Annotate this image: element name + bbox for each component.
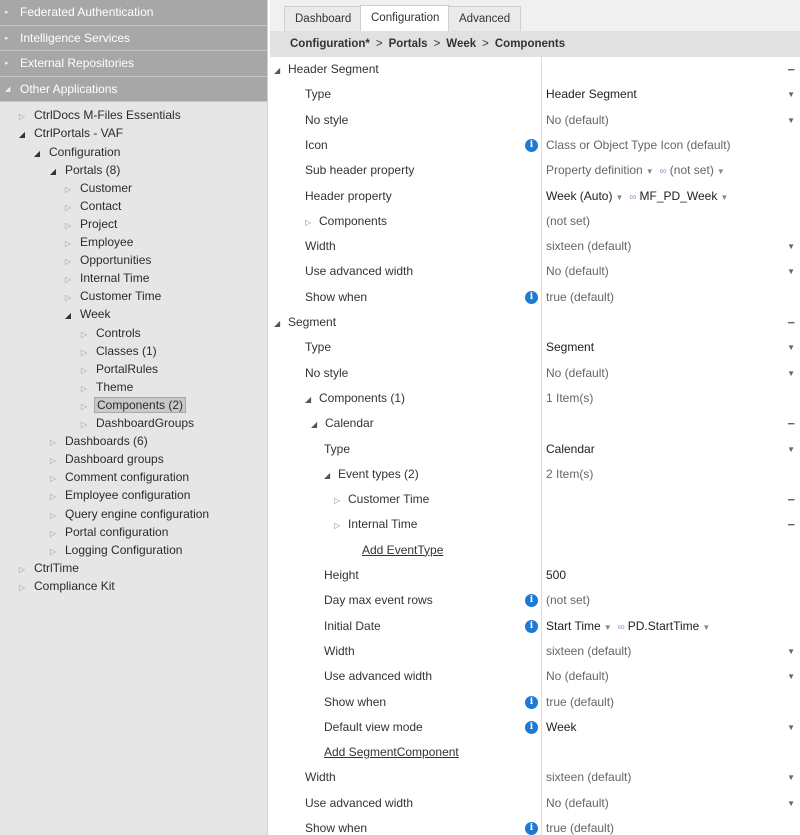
tree-item-label: Dashboards (6) [65, 434, 148, 449]
property-label: No style [305, 365, 349, 380]
property-row [270, 108, 800, 133]
tree-item-project[interactable] [62, 215, 119, 233]
expanded-triangle-icon[interactable]: ◢ [18, 130, 26, 140]
property-row [270, 437, 800, 462]
property-label: Show when [305, 821, 368, 835]
collapsed-triangle-icon[interactable]: ▷ [80, 401, 88, 411]
section-label: Federated Authentication [20, 5, 154, 19]
property-label: Type [305, 340, 332, 355]
property-label: Use advanced width [305, 795, 414, 810]
property-label: Components [319, 213, 388, 228]
tree-item-portals-8[interactable] [47, 161, 122, 179]
property-name [305, 234, 336, 259]
column-divider[interactable] [541, 57, 542, 835]
property-row [270, 690, 800, 715]
property-label: Type [324, 441, 351, 456]
value-part: PD.StartTime [627, 618, 700, 633]
tree-item-ctrldocs-m-files-essentials[interactable] [16, 106, 183, 124]
tree-item-components-2[interactable] [78, 396, 186, 414]
property-name [324, 588, 433, 613]
minus-icon[interactable]: − [787, 492, 795, 508]
property-name[interactable] [305, 209, 387, 235]
tree-item-label: Components (2) [94, 397, 186, 413]
section-header-external-repositories[interactable] [0, 51, 267, 77]
property-label: Icon [305, 137, 328, 152]
property-value[interactable]: Calendar [546, 441, 595, 456]
property-name[interactable] [274, 57, 379, 83]
property-name[interactable] [311, 411, 374, 437]
value-part: (not set) [669, 163, 714, 178]
property-row [270, 259, 800, 284]
tree-item-ctrlportals-vaf[interactable] [16, 124, 125, 142]
info-icon[interactable]: i [525, 721, 538, 734]
collapsed-triangle-icon: ▸ [5, 9, 9, 16]
collapsed-triangle-icon[interactable]: ▷ [80, 347, 88, 357]
property-row [270, 158, 800, 183]
collapsed-triangle-icon[interactable]: ▷ [334, 496, 341, 506]
property-label: Internal Time [348, 517, 418, 532]
property-label: Header property [305, 188, 392, 203]
property-label: Calendar [325, 416, 374, 431]
property-name [305, 285, 367, 310]
tree-item-label: DashboardGroups [96, 416, 195, 431]
navigation-tree [0, 102, 267, 802]
property-label: Sub header property [305, 163, 415, 178]
property-value[interactable]: Segment [546, 340, 595, 355]
info-icon[interactable]: i [525, 291, 538, 304]
breadcrumb-separator: > [375, 38, 383, 50]
tree-item-label: Comment configuration [65, 470, 190, 485]
section-header-other-applications[interactable] [0, 77, 267, 103]
property-name[interactable] [362, 538, 443, 563]
property-value[interactable] [546, 614, 713, 640]
collapsed-triangle-icon[interactable]: ▷ [80, 420, 88, 430]
tree-item-label: Dashboard groups [65, 452, 164, 467]
breadcrumb-item-week[interactable]: Week [446, 38, 477, 50]
property-label: Initial Date [324, 618, 381, 633]
expanded-triangle-icon[interactable]: ◢ [64, 311, 72, 321]
tree-item-label: Compliance Kit [34, 578, 115, 593]
property-label: Header Segment [288, 62, 379, 76]
property-name [324, 614, 381, 639]
section-label: Intelligence Services [20, 30, 131, 45]
tree-item-label: Configuration [49, 144, 121, 159]
tree-item-portalrules[interactable] [78, 360, 160, 378]
collapsed-triangle-icon[interactable]: ▷ [334, 521, 341, 531]
tree-item-ctrltime[interactable] [16, 559, 81, 577]
info-icon[interactable]: i [525, 139, 538, 152]
property-row [270, 538, 800, 563]
section-label: External Repositories [20, 56, 135, 71]
property-row [270, 411, 800, 436]
property-label: Event types (2) [338, 466, 419, 481]
tree-item-label: Opportunities [80, 253, 152, 268]
collapsed-triangle-icon[interactable]: ▷ [49, 546, 57, 556]
property-name [324, 563, 359, 588]
dropdown-arrow-icon[interactable]: ▼ [645, 167, 654, 177]
tree-item-comment-configuration[interactable] [47, 468, 191, 486]
chain-link-icon: ∞ [659, 166, 667, 178]
property-row [270, 765, 800, 790]
chain-link-icon: ∞ [629, 191, 637, 203]
property-label: Use advanced width [324, 669, 433, 684]
dropdown-arrow-icon[interactable]: ▼ [787, 798, 795, 808]
add-link[interactable]: Add SegmentComponent [324, 745, 459, 760]
expanded-triangle-icon[interactable]: ◢ [305, 394, 312, 404]
value-part: MF_PD_Week [639, 188, 718, 203]
property-name [305, 184, 392, 209]
breadcrumb-item-components[interactable]: Components [494, 38, 566, 50]
collapsed-triangle-icon: ▸ [5, 60, 9, 68]
property-name[interactable] [334, 512, 417, 538]
collapsed-triangle-icon[interactable]: ▷ [64, 275, 72, 285]
tab-bar [270, 0, 800, 31]
property-value[interactable]: true (default) [546, 694, 615, 709]
property-name [324, 639, 355, 664]
property-row [270, 664, 800, 689]
breadcrumb-item-portals[interactable]: Portals [388, 38, 428, 50]
expanded-triangle-icon[interactable]: ◢ [33, 148, 41, 158]
property-label: Show when [305, 289, 368, 304]
tree-item-label: Customer [80, 180, 133, 195]
collapsed-triangle-icon[interactable]: ▷ [80, 383, 88, 393]
property-value[interactable]: 1 Item(s) [546, 390, 594, 405]
dropdown-arrow-icon[interactable]: ▼ [787, 115, 795, 125]
add-link[interactable]: Add EventType [362, 542, 444, 557]
property-row [270, 335, 800, 360]
tree-item-label: Portal configuration [65, 524, 169, 539]
property-value[interactable]: (not set) [546, 213, 591, 228]
property-name[interactable] [305, 386, 405, 412]
property-value[interactable]: true (default) [546, 821, 615, 835]
property-row [270, 57, 800, 82]
tree-item-label: CtrlPortals - VAF [34, 126, 124, 141]
tree-item-label: CtrlDocs M-Files Essentials [34, 108, 181, 123]
tree-item-customer-time[interactable] [62, 287, 163, 305]
tab-dashboard[interactable]: Dashboard [284, 6, 362, 31]
property-value[interactable]: 2 Item(s) [546, 466, 594, 481]
collapsed-triangle-icon[interactable]: ▷ [49, 474, 57, 484]
property-row [270, 184, 800, 209]
property-value[interactable]: sixteen (default) [546, 643, 632, 658]
tree-item-label: PortalRules [96, 361, 159, 376]
minus-icon[interactable]: − [787, 62, 795, 77]
tree-item-label: Portals (8) [65, 162, 121, 177]
property-name [305, 765, 336, 790]
dropdown-arrow-icon[interactable]: ▼ [787, 646, 795, 656]
dropdown-arrow-icon[interactable]: ▼ [787, 444, 795, 454]
breadcrumb-separator: > [433, 38, 441, 50]
tree-item-employee-configuration[interactable] [47, 486, 192, 504]
dropdown-arrow-icon[interactable]: ▼ [787, 90, 795, 100]
property-value[interactable]: Header Segment [546, 87, 637, 102]
tree-item-customer[interactable] [62, 179, 134, 197]
property-value[interactable]: Class or Object Type Icon (default) [546, 137, 731, 152]
property-name [305, 133, 328, 158]
value-part: Property definition [546, 163, 643, 178]
tree-item-label: Week [80, 307, 111, 322]
collapsed-triangle-icon[interactable]: ▷ [49, 438, 57, 448]
property-value[interactable]: sixteen (default) [546, 239, 632, 254]
tree-item-theme[interactable] [78, 378, 135, 396]
tree-item-label: Controls [96, 325, 141, 340]
collapsed-triangle-icon[interactable]: ▷ [49, 456, 57, 466]
tree-item-label: Customer Time [80, 289, 162, 304]
tree-item-label: Employee configuration [65, 488, 191, 503]
property-value[interactable]: No (default) [546, 365, 609, 380]
property-row [270, 462, 800, 487]
tree-item-label: Contact [80, 198, 122, 213]
property-label: No style [305, 112, 349, 127]
breadcrumb-separator: > [482, 38, 489, 50]
property-name[interactable] [324, 462, 419, 488]
property-label: Height [324, 568, 359, 582]
property-name [305, 259, 413, 284]
property-label: Width [305, 770, 336, 785]
property-label: Components (1) [319, 390, 406, 405]
property-name [324, 690, 386, 715]
property-name [324, 715, 423, 740]
property-name [305, 335, 331, 360]
collapsed-triangle-icon[interactable]: ▷ [49, 528, 57, 538]
collapsed-triangle-icon[interactable]: ▷ [64, 220, 72, 230]
property-name [305, 361, 348, 386]
collapsed-triangle-icon[interactable]: ▷ [80, 365, 88, 375]
tree-item-compliance-kit[interactable] [16, 577, 117, 595]
tab-advanced[interactable]: Advanced [448, 6, 521, 31]
property-grid [270, 57, 800, 835]
minus-icon[interactable]: − [787, 416, 795, 432]
property-row [270, 285, 800, 310]
collapsed-triangle-icon[interactable]: ▷ [305, 217, 312, 227]
property-name [305, 82, 331, 107]
property-label: Show when [324, 694, 387, 709]
expanded-triangle-icon[interactable]: ◢ [324, 470, 331, 480]
accordion-sections [0, 0, 267, 102]
property-label: Width [324, 643, 355, 658]
expanded-triangle-icon[interactable]: ◢ [311, 420, 318, 430]
tab-configuration[interactable]: Configuration [360, 5, 450, 31]
property-row [270, 386, 800, 411]
tree-item-opportunities[interactable] [62, 251, 153, 269]
tree-item-label: Theme [96, 379, 134, 394]
tree-item-label: Classes (1) [96, 343, 157, 358]
property-value[interactable]: No (default) [546, 669, 609, 684]
property-row [270, 310, 800, 335]
collapsed-triangle-icon[interactable]: ▷ [18, 564, 26, 574]
dropdown-arrow-icon[interactable]: ▼ [615, 192, 624, 202]
dropdown-arrow-icon[interactable]: ▼ [787, 672, 795, 682]
collapsed-triangle-icon[interactable]: ▷ [64, 257, 72, 267]
dropdown-arrow-icon[interactable]: ▼ [716, 167, 725, 177]
info-icon[interactable]: i [525, 822, 538, 835]
property-value[interactable]: true (default) [546, 289, 615, 304]
dropdown-arrow-icon[interactable]: ▼ [603, 622, 612, 632]
property-label: Use advanced width [305, 264, 414, 279]
breadcrumb-item-configuration[interactable]: Configuration* [290, 38, 370, 50]
expanded-triangle-icon[interactable]: ◢ [49, 166, 57, 176]
property-name[interactable] [274, 310, 336, 336]
property-value[interactable]: Week [546, 719, 577, 734]
property-name[interactable] [324, 740, 459, 765]
property-row [270, 563, 800, 588]
dropdown-arrow-icon[interactable]: ▼ [787, 267, 795, 277]
section-header-intelligence-services[interactable] [0, 26, 267, 52]
tree-item-query-engine-configuration[interactable] [47, 505, 211, 523]
chain-link-icon: ∞ [617, 621, 625, 633]
property-row [270, 791, 800, 816]
property-value[interactable]: No (default) [546, 264, 609, 279]
breadcrumb [270, 31, 800, 57]
property-row [270, 816, 800, 835]
tree-item-label: Internal Time [80, 271, 150, 286]
info-icon[interactable]: i [525, 594, 538, 607]
collapsed-triangle-icon[interactable]: ▷ [18, 112, 26, 122]
property-value[interactable]: sixteen (default) [546, 770, 632, 785]
property-row [270, 639, 800, 664]
property-row [270, 361, 800, 386]
minus-icon[interactable]: − [787, 517, 795, 533]
property-label: Width [305, 239, 336, 254]
property-row [270, 740, 800, 765]
tree-item-logging-configuration[interactable] [47, 541, 184, 559]
tree-item-label: Query engine configuration [65, 506, 210, 521]
section-header-federated-authentication[interactable] [0, 0, 267, 26]
tree-item-label: Logging Configuration [65, 542, 183, 557]
tree-item-week[interactable] [62, 305, 112, 323]
collapsed-triangle-icon: ▸ [5, 34, 9, 42]
collapsed-triangle-icon[interactable]: ▷ [64, 293, 72, 303]
section-label: Other Applications [20, 81, 118, 96]
left-panel [0, 0, 268, 835]
property-value[interactable] [546, 184, 731, 210]
expanded-triangle-icon[interactable]: ◢ [274, 66, 281, 75]
dropdown-arrow-icon[interactable]: ▼ [787, 773, 795, 783]
collapsed-triangle-icon[interactable]: ▷ [64, 184, 72, 194]
property-label: Type [305, 87, 332, 102]
tree-item-employee[interactable] [62, 233, 135, 251]
collapsed-triangle-icon[interactable]: ▷ [64, 239, 72, 249]
property-name [305, 816, 367, 835]
dropdown-arrow-icon[interactable]: ▼ [787, 242, 795, 252]
property-label: Day max event rows [324, 593, 433, 608]
property-label: Default view mode [324, 719, 423, 734]
tree-item-internal-time[interactable] [62, 269, 151, 287]
tree-item-dashboard-groups[interactable] [47, 450, 166, 468]
property-name [324, 664, 432, 689]
property-row [270, 512, 800, 537]
tree-item-label: Employee [80, 235, 134, 250]
property-name[interactable] [334, 487, 429, 513]
collapsed-triangle-icon[interactable]: ▷ [80, 329, 88, 339]
property-name [324, 437, 350, 462]
dropdown-arrow-icon[interactable]: ▼ [787, 722, 795, 732]
property-label: Segment [288, 315, 337, 329]
dropdown-arrow-icon[interactable]: ▼ [787, 343, 795, 353]
dropdown-arrow-icon[interactable]: ▼ [702, 622, 711, 632]
minus-icon[interactable]: − [787, 315, 795, 330]
tree-item-dashboardgroups[interactable] [78, 414, 196, 432]
tree-item-label: Project [80, 216, 118, 231]
collapsed-triangle-icon[interactable]: ▷ [49, 510, 57, 520]
value-part: Start Time [546, 618, 601, 633]
property-row [270, 209, 800, 234]
property-value[interactable]: 500 [546, 568, 567, 582]
value-part: Week (Auto) [546, 188, 613, 203]
property-row [270, 715, 800, 740]
property-value[interactable]: No (default) [546, 112, 609, 127]
tree-item-portal-configuration[interactable] [47, 523, 170, 541]
property-label: Customer Time [348, 492, 430, 507]
tree-item-classes-1[interactable] [78, 342, 159, 360]
property-value[interactable]: No (default) [546, 795, 609, 810]
tree-item-dashboards-6[interactable] [47, 432, 150, 450]
dropdown-arrow-icon[interactable]: ▼ [720, 192, 729, 202]
property-row [270, 234, 800, 259]
tree-item-contact[interactable] [62, 197, 123, 215]
tree-item-configuration[interactable] [31, 143, 122, 161]
expanded-triangle-icon[interactable]: ◢ [274, 319, 281, 328]
collapsed-triangle-icon[interactable]: ▷ [18, 582, 26, 592]
property-name [305, 108, 348, 133]
info-icon[interactable]: i [525, 696, 538, 709]
property-row [270, 133, 800, 158]
collapsed-triangle-icon[interactable]: ▷ [49, 492, 57, 502]
tree-item-controls[interactable] [78, 324, 143, 342]
property-name [305, 791, 413, 816]
property-row [270, 487, 800, 512]
property-row [270, 82, 800, 107]
collapsed-triangle-icon[interactable]: ▷ [64, 202, 72, 212]
info-icon[interactable]: i [525, 620, 538, 633]
tree-item-label: CtrlTime [34, 560, 79, 575]
expanded-triangle-icon: ◢ [5, 85, 11, 93]
property-name [305, 158, 414, 183]
dropdown-arrow-icon[interactable]: ▼ [787, 368, 795, 378]
property-value[interactable] [546, 158, 728, 184]
property-row [270, 588, 800, 613]
property-row [270, 614, 800, 639]
right-panel [270, 0, 800, 835]
property-value[interactable]: (not set) [546, 593, 591, 608]
